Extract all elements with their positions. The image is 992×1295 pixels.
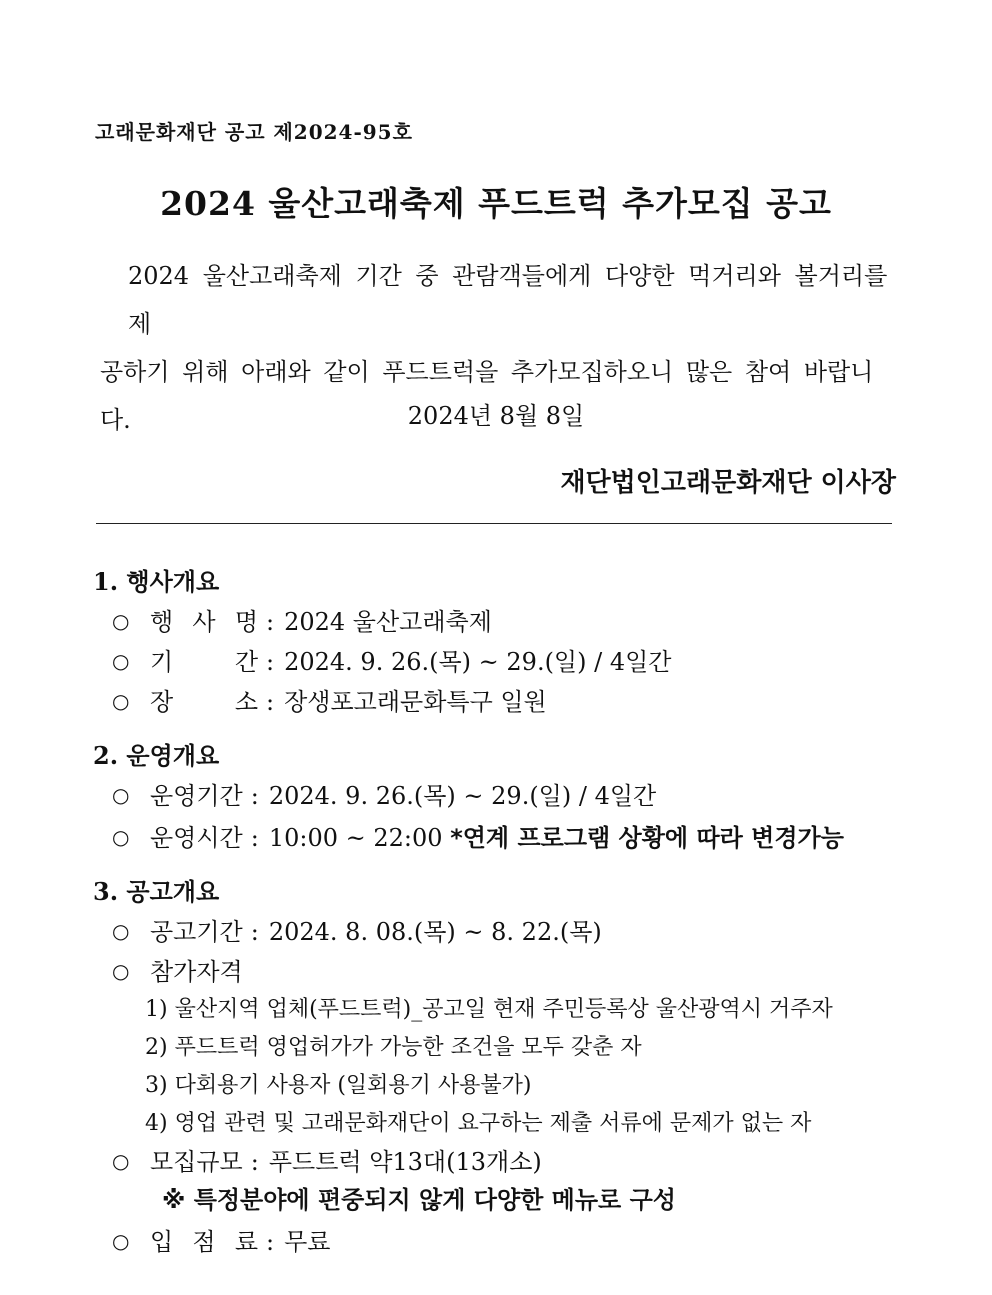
issuer-name: 재단법인고래문화재단 이사장 — [560, 468, 896, 498]
section-heading-notice: 3. 공고개요 — [93, 877, 220, 906]
operation-period-value: 2024. 9. 26.(목) ~ 29.(일) / 4일간 — [268, 782, 657, 810]
recruit-scale-value: 푸드트럭 약13대(13개소) — [268, 1148, 542, 1176]
qualification-row — [112, 952, 243, 987]
entry-fee-value: 무료 — [284, 1228, 331, 1256]
event-place-row — [112, 682, 547, 717]
bullet-icon: ○ — [112, 959, 130, 983]
event-period-value: 2024. 9. 26.(목) ~ 29.(일) / 4일간 — [284, 648, 672, 676]
bullet-icon: ○ — [112, 609, 130, 633]
colon: : — [266, 648, 275, 676]
event-place-label: 장 소 — [150, 688, 258, 716]
entry-fee-row — [112, 1222, 330, 1257]
event-period-row — [112, 642, 671, 677]
colon: : — [266, 1228, 275, 1256]
bullet-icon: ○ — [112, 1229, 130, 1253]
colon: : — [266, 688, 275, 716]
intro-line-1: 2024 울산고래축제 기간 중 관람객들에게 다양한 먹거리와 볼거리를 제 — [128, 262, 888, 338]
bullet-icon: ○ — [112, 783, 130, 807]
colon: : — [250, 1148, 259, 1176]
event-name-value: 2024 울산고래축제 — [284, 608, 492, 636]
recruit-scale-label: 모집규모 — [150, 1148, 243, 1176]
intro-line-2: 공하기 위해 아래와 같이 푸드트럭을 추가모집하오니 많은 참여 바랍니다. — [100, 358, 874, 434]
qualification-item: 2) 푸드트럭 영업허가가 가능한 조건을 모두 갖춘 자 — [145, 1035, 642, 1060]
notice-period-value: 2024. 8. 08.(목) ~ 8. 22.(목) — [268, 918, 602, 946]
notice-period-label: 공고기간 — [150, 918, 243, 946]
qualification-label: 참가자격 — [150, 958, 243, 986]
section-heading-event: 1. 행사개요 — [93, 567, 220, 596]
menu-diversity-note: ※ 특정분야에 편중되지 않게 다양한 메뉴로 구성 — [162, 1186, 676, 1214]
operation-period-row — [112, 776, 656, 811]
operation-hours-note: *연계 프로그램 상황에 따라 변경가능 — [450, 824, 844, 852]
entry-fee-label: 입 점 료 — [150, 1228, 258, 1256]
event-place-value: 장생포고래문화특구 일원 — [284, 688, 547, 716]
divider-line — [96, 523, 892, 524]
bullet-icon: ○ — [112, 689, 130, 713]
section-heading-operation: 2. 운영개요 — [93, 741, 220, 770]
operation-period-label: 운영기간 — [150, 782, 243, 810]
bullet-icon: ○ — [112, 919, 130, 943]
colon: : — [250, 824, 259, 852]
operation-hours-label: 운영시간 — [150, 824, 243, 852]
qualification-item: 3) 다회용기 사용자 (일회용기 사용불가) — [145, 1073, 532, 1098]
notice-number: 고래문화재단 공고 제2024-95호 — [95, 120, 413, 144]
colon: : — [250, 918, 259, 946]
event-name-row — [112, 602, 492, 637]
operation-hours-row — [112, 818, 844, 853]
colon: : — [250, 782, 259, 810]
notice-date: 2024년 8월 8일 — [407, 402, 585, 430]
page-title: 2024 울산고래축제 푸드트럭 추가모집 공고 — [160, 184, 832, 223]
notice-period-row — [112, 912, 602, 947]
bullet-icon: ○ — [112, 1149, 130, 1173]
bullet-icon: ○ — [112, 649, 130, 673]
qualification-item: 1) 울산지역 업체(푸드트럭)_공고일 현재 주민등록상 울산광역시 거주자 — [145, 997, 833, 1022]
colon: : — [266, 608, 275, 636]
event-name-label: 행 사 명 — [150, 608, 258, 636]
qualification-item: 4) 영업 관련 및 고래문화재단이 요구하는 제출 서류에 문제가 없는 자 — [145, 1111, 812, 1136]
bullet-icon: ○ — [112, 825, 130, 849]
event-period-label: 기 간 — [150, 648, 258, 676]
recruit-scale-row — [112, 1142, 542, 1177]
operation-hours-value: 10:00 ~ 22:00 — [268, 824, 443, 852]
